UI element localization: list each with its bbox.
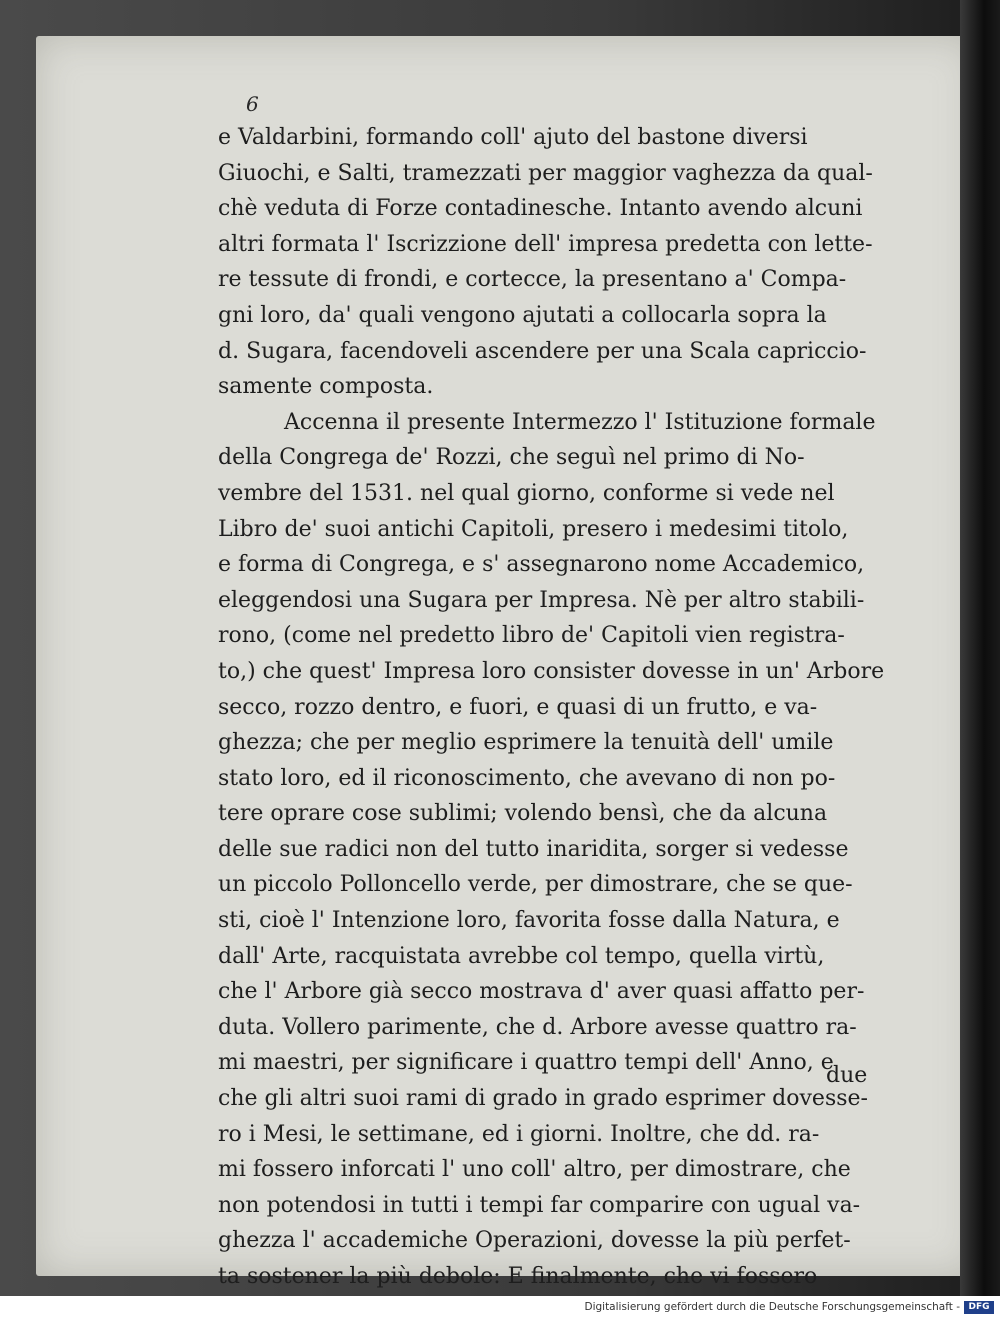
text-line: ghezza; che per meglio esprimere la tenuità dell' umile [218,730,834,756]
text-line: altri formata l' Iscrizzione dell' impresa predetta con lette- [218,231,873,257]
text-line: che l' Arbore già secco mostrava d' aver quasi affatto per- [218,979,865,1005]
text-line: ghezza l' accademiche Operazioni, dovesse la più perfet- [218,1228,851,1254]
text-line: ta sostener la più debole: E finalmente, che vi fossero [218,1264,818,1289]
text-line: dall' Arte, racquistata avrebbe col tempo, quella virtù, [218,943,825,969]
text-line: tere oprare cose sublimi; volendo bensì, che da alcuna [218,801,828,827]
text-line: d. Sugara, facendoveli ascendere per una Scala capriccio- [218,338,867,364]
text-line: che gli altri suoi rami di grado in grado esprimer dovesse- [218,1086,868,1112]
text-line: della Congrega de' Rozzi, che seguì nel primo di No- [218,445,805,471]
book-spine [960,0,1000,1296]
text-line: non potendosi in tutti i tempi far comparire con ugual va- [218,1192,861,1218]
text-line: Libro de' suoi antichi Capitoli, presero i medesimi titolo, [218,516,849,542]
text-line: chè veduta di Forze contadinesche. Intanto avendo alcuni [218,196,863,222]
text-line: secco, rozzo dentro, e fuori, e quasi di un frutto, e va- [218,694,818,720]
text-line: gni loro, da' quali vengono ajutati a collocarla sopra la [218,302,827,328]
page-number: 6 [246,92,259,116]
text-line: mi fossero inforcati l' uno coll' altro, per dimostrare, che [218,1157,851,1183]
text-line: samente composta. [218,374,434,400]
catchword: due [826,1063,868,1088]
text-line: sti, cioè l' Intenzione loro, favorita fosse dalla Natura, e [218,908,840,934]
footer-bar [0,1296,1000,1320]
text-line: delle sue radici non del tutto inaridita, sorger si vedesse [218,836,849,862]
dfg-logo-icon: DFG [964,1301,994,1314]
text-line: e forma di Congrega, e s' assegnarono nome Accademico, [218,552,865,578]
text-line: vembre del 1531. nel qual giorno, conforme si vede nel [218,480,835,506]
text-line: duta. Vollero parimente, che d. Arbore avesse quattro ra- [218,1014,857,1040]
text-line: e Valdarbini, formando coll' ajuto del bastone diversi [218,125,808,150]
text-line: ro i Mesi, le settimane, ed i giorni. Inoltre, che dd. ra- [218,1121,820,1147]
text-line: Giuochi, e Salti, tramezzati per maggior vaghezza da qual- [218,160,873,186]
text-line: re tessute di frondi, e cortecce, la presentano a' Compa- [218,267,847,293]
text-line: stato loro, ed il riconoscimento, che avevano di non po- [218,765,836,791]
paragraph-start-line: Accenna il presente Intermezzo l' Istituzione formale [284,409,876,435]
text-line: eleggendosi una Sugara per Impresa. Nè per altro stabili- [218,587,865,613]
footer-credit: Digitalisierung gefördert durch die Deutsche Forschungsgemeinschaft - [584,1301,960,1313]
page-text [218,120,898,1295]
text-line: to,) che quest' Impresa loro consister dovesse in un' Arbore [218,658,885,684]
text-line: un piccolo Polloncello verde, per dimostrare, che se que- [218,872,853,898]
text-line: rono, (come nel predetto libro de' Capitoli vien registra- [218,623,845,649]
text-line: mi maestri, per significare i quattro tempi dell' Anno, e [218,1050,834,1076]
